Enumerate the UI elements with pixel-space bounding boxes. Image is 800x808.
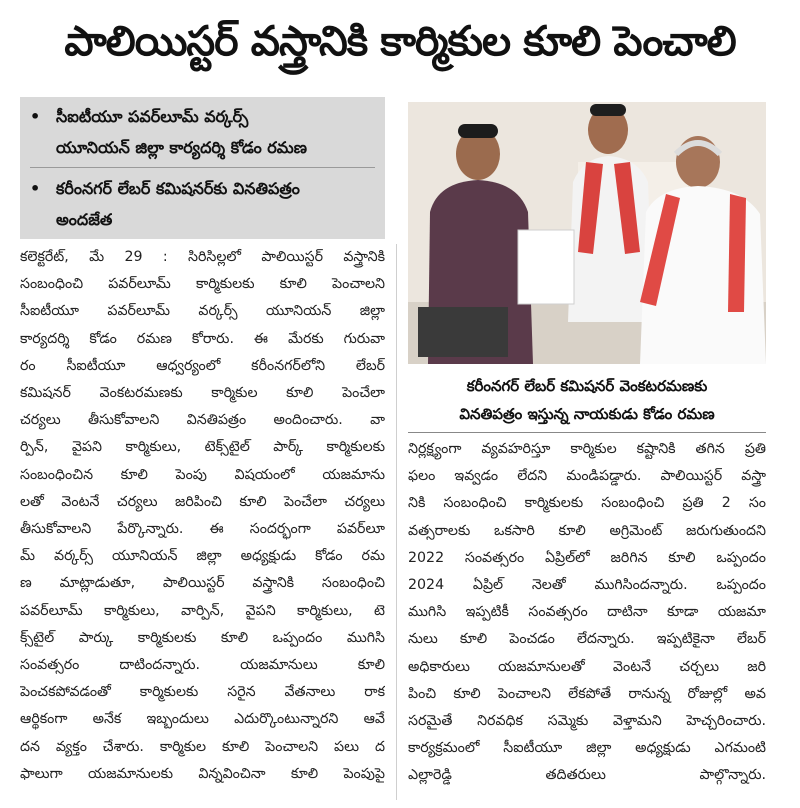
text-line: మ్ వర్కర్స్ యూనియన్ జిల్లా అధ్యక్షుడు కోడం రమ xyxy=(20,548,385,565)
text-line: ముగిసి ఇప్పటికీ సంవత్సరం దాటినా కూడా యజమా xyxy=(408,604,766,621)
text-line: ఎల్లారెడ్డి తదితరులు పాల్గొన్నారు. xyxy=(408,767,766,784)
text-line: నులు కూలి పెంచడం లేదన్నారు. ఇప్పటికైనా లేబర్ xyxy=(408,631,766,648)
caption-line: కరీంనగర్ లేబర్ కమిషనర్ వెంకటరమణకు xyxy=(466,377,708,395)
subheading-line: అందజేత xyxy=(56,210,113,229)
text-line: కమిషనర్ వెంకటరమణకు కార్మికుల కూలి పెంచేలా xyxy=(20,385,385,402)
text-line: లతో వెంటనే చర్యలు జరిపించి కూలి పెంచేలా చర్యలు xyxy=(20,493,385,510)
text-line: సంబంధించిన కూలి పెంపు విషయంలో యజమాను xyxy=(20,466,385,483)
news-photo xyxy=(408,102,766,364)
text-line: పించి కూలి పెంచాలని లేకపోతే రానున్న రోజుల్లో అవ xyxy=(408,685,766,702)
photo-illustration xyxy=(408,102,766,364)
text-line: నికి సంబంధించి కార్మికులకు సంబంధించి ప్రతి 2 సం xyxy=(408,495,766,512)
text-line: పవర్‌లూమ్ కార్మికులు, వార్పిన్, వైపని కార్మికులు, టె xyxy=(20,602,385,619)
divider xyxy=(30,167,375,168)
text-line: 2024 ఏప్రిల్ నెలతో ముగిసిందన్నారు. ఒప్పందం xyxy=(408,577,766,594)
text-line: ర్పిన్, వైపని కార్మికులు, టెక్స్‌టైల్ పార్క్ కార్మికులకు xyxy=(20,439,385,456)
text-line: సంబంధించి పవర్‌లూమ్ కార్మికులకు కూలి పెంచాలని xyxy=(20,276,385,293)
subheading-line: కరీంనగర్ లేబర్ కమిషనర్‌కు వినతిపత్రం xyxy=(56,179,300,198)
text-line: సంవత్సరం దాటిందన్నారు. యజమానులు కూలి xyxy=(20,657,385,674)
article-column-right xyxy=(408,436,766,790)
caption-line: వినతిపత్రం ఇస్తున్న నాయకుడు కోడం రమణ xyxy=(459,405,715,423)
subheading-item xyxy=(30,101,375,163)
text-line: వత్సరాలకు ఒకసారి కూలి అగ్రిమెంట్ జరుగుతుందని xyxy=(408,522,766,539)
text-line: దన వ్యక్తం చేశారు. కార్మికుల కూలి పెంచాలని పలు ద xyxy=(20,738,385,755)
text-line: రం సీఐటీయూ ఆధ్వర్యంలో కరీంనగర్‌లోని లేబర్ xyxy=(20,357,385,374)
bullet-icon: • xyxy=(30,107,41,126)
text-line: చర్యలు తీసుకోవాలని వినతిపత్రం అందించారు. వా xyxy=(20,412,385,429)
caption-rule xyxy=(408,432,766,433)
article-column-left xyxy=(20,244,385,788)
bullet-icon: • xyxy=(30,179,41,198)
text-line: సరమైతే నిరవధిక సమ్మెకు వెళ్తామని హెచ్చరించారు. xyxy=(408,713,766,730)
text-line: 2022 సంవత్సరం ఏప్రిల్‌లో జరిగిన కూలి ఒప్పందం xyxy=(408,549,766,566)
text-line: ఫలం ఇవ్వడం లేదని మండిపడ్డారు. పాలియిస్టర్ వస్త్రా xyxy=(408,468,766,485)
subheading-line: సీఐటీయూ పవర్‌లూమ్ వర్కర్స్ xyxy=(56,107,249,126)
text-line: క్స్‌టైల్ పార్కు కార్మికులకు కూలి ఒప్పందం ముగిసి xyxy=(20,629,385,646)
text-line: కార్యదర్శి కోడం రమణ కోరారు. ఈ మేరకు గురువా xyxy=(20,330,385,347)
text-line: పెంచకపోవడంతో కార్మికులకు సరైన వేతనాలు రాక xyxy=(20,684,385,701)
text-line: ఫాలుగా యజమానులకు విన్నవించినా కూలి పెంపుపై xyxy=(20,765,385,782)
photo-caption xyxy=(408,372,766,430)
text-line: ణ మాట్లాడుతూ, పాలియిస్టర్ వస్త్రానికి సంబంధించి xyxy=(20,575,385,592)
headline: పాలియిస్టర్ వస్త్రానికి కార్మికుల కూలి పెంచాలి xyxy=(64,17,736,65)
text-line: నిర్లక్ష్యంగా వ్యవహరిస్తూ కార్మికుల కష్టానికి తగిన ప్రతి xyxy=(408,441,766,457)
text-line: కలెక్టరేట్, మే 29 : సిరిసిల్లలో పాలియిస్టర్ వస్త్రానికి xyxy=(20,249,385,265)
text-line: తీసుకోవాలని పేర్కొన్నారు. ఈ సందర్భంగా పవర్‌లూ xyxy=(20,521,385,538)
subheading-box xyxy=(20,97,385,239)
column-divider xyxy=(396,244,397,800)
text-line: కార్యక్రమంలో సీఐటీయూ జిల్లా అధ్యక్షుడు ఎగమంటి xyxy=(408,740,766,757)
text-line: ఆర్థికంగా అనేక ఇబ్బందులు ఎదుర్కొంటున్నారని ఆవే xyxy=(20,711,385,728)
subheading-line: యూనియన్ జిల్లా కార్యదర్శి కోడం రమణ xyxy=(56,138,307,157)
text-line: సీఐటీయూ పవర్‌లూమ్ వర్కర్స్ యూనియన్ జిల్లా xyxy=(20,303,385,320)
subheading-item xyxy=(30,173,375,235)
text-line: అధికారులు యజమానులతో వెంటనే చర్చలు జరి xyxy=(408,658,766,675)
